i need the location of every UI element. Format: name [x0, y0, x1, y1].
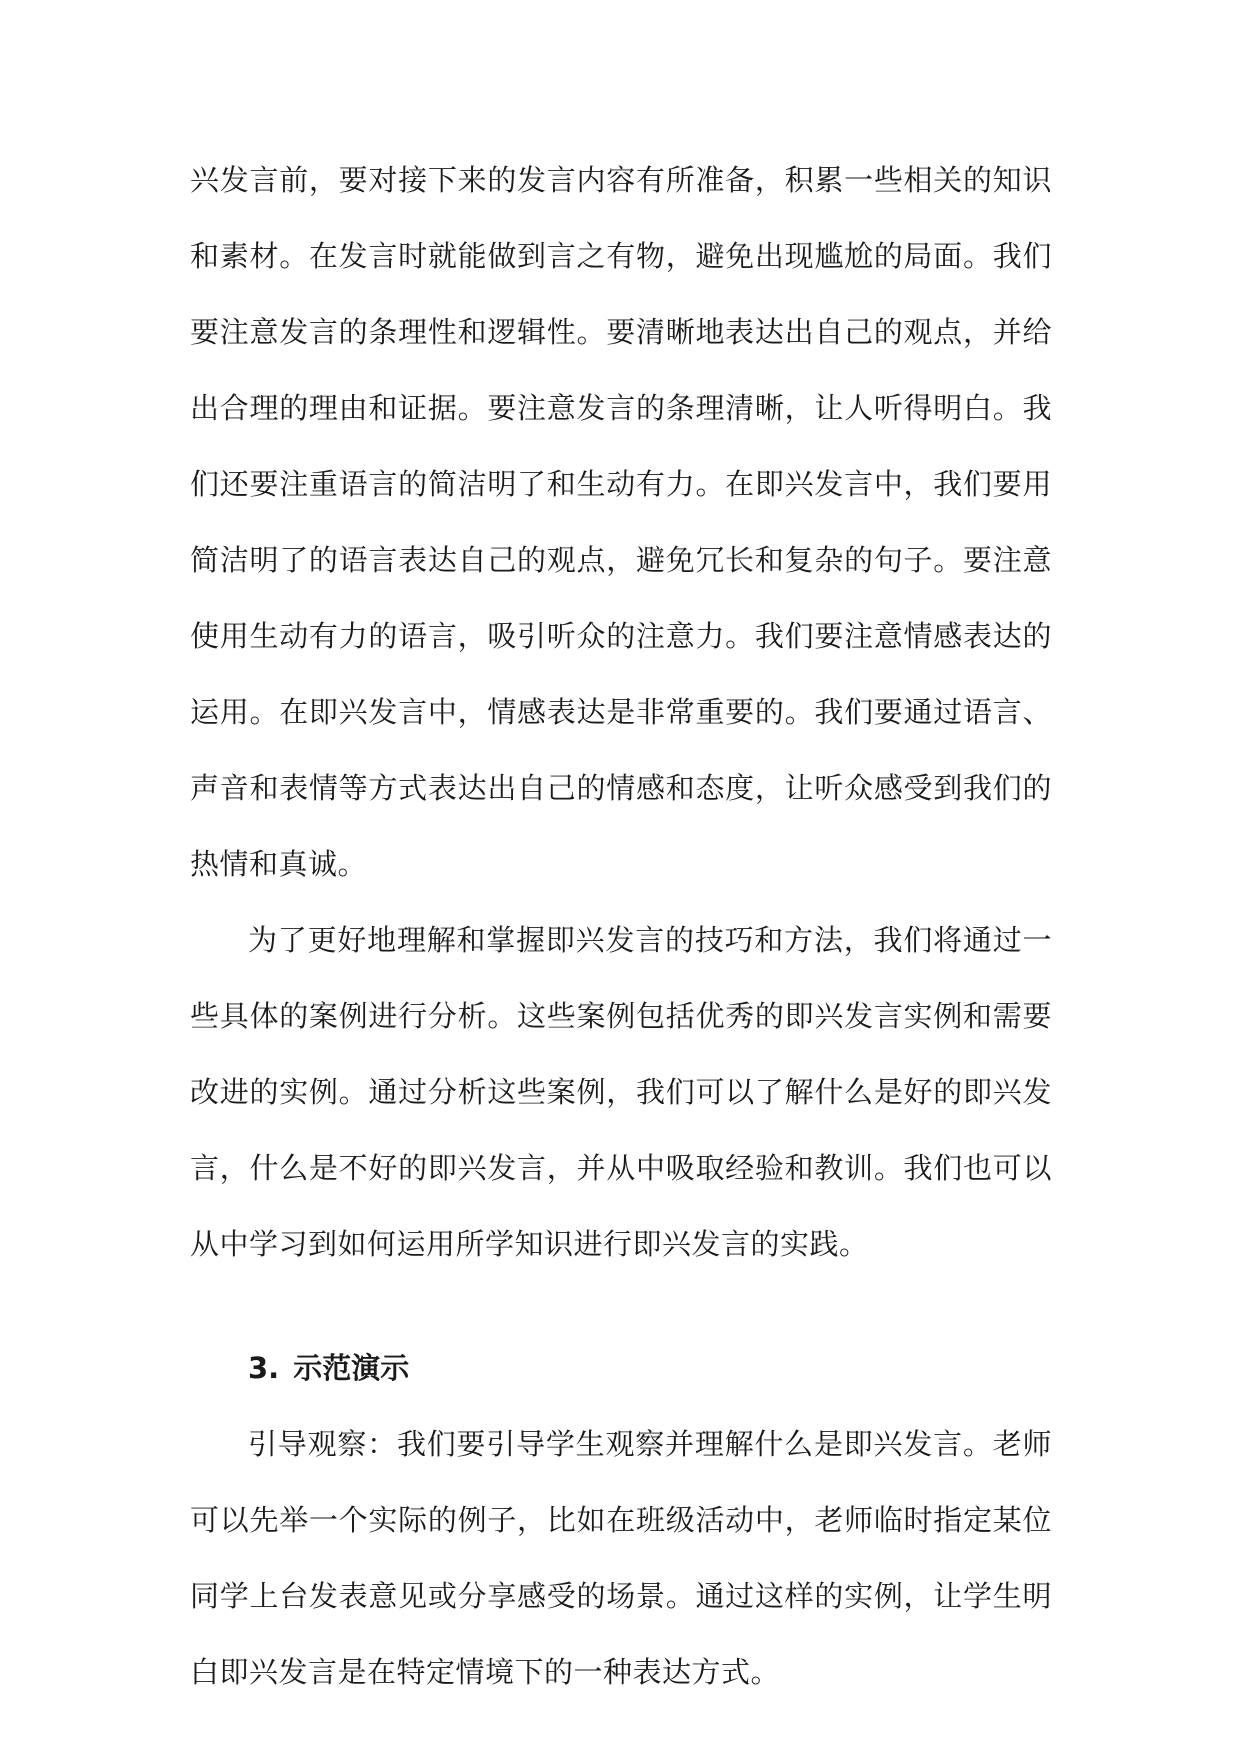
body-paragraph-guided-observation: 引导观察：我们要引导学生观察并理解什么是即兴发言。老师可以先举一个实际的例子，比如在班级活动中，老师临时指定某位同学上台发表意见或分享感受的场景。通过这样的实例，让学生明白即兴发言是在特定情境下的一种表达方式。 [190, 1427, 1052, 1689]
section-number: 3. [248, 1351, 280, 1385]
body-paragraph-continued: 兴发言前，要对接下来的发言内容有所准备，积累一些相关的知识和素材。在发言时就能做到言之有物，避免出现尴尬的局面。我们要注意发言的条理性和逻辑性。要清晰地表达出自己的观点，并给出合理的理由和证据。要注意发言的条理清晰，让人听得明白。我们还要注重语言的简洁明了和生动有力。在即兴发言中，我们要用简洁明了的语言表达自己的观点，避免冗长和复杂的句子。要注意使用生动有力的语言，吸引听众的注意力。我们要注意情感表达的运用。在即兴发言中，情感表达是非常重要的。我们要通过语言、声音和表情等方式表达出自己的情感和态度，让听众感受到我们的热情和真诚。 [190, 163, 1052, 881]
section-title: 示范演示 [293, 1351, 410, 1385]
body-paragraph-case-analysis: 为了更好地理解和掌握即兴发言的技巧和方法，我们将通过一些具体的案例进行分析。这些案例包括优秀的即兴发言实例和需要改进的实例。通过分析这些案例，我们可以了解什么是好的即兴发言，什么是不好的即兴发言，并从中吸取经验和教训。我们也可以从中学习到如何运用所学知识进行即兴发言的实践。 [190, 923, 1052, 1261]
section-heading [190, 1330, 1052, 1406]
document-page [190, 142, 1052, 1710]
